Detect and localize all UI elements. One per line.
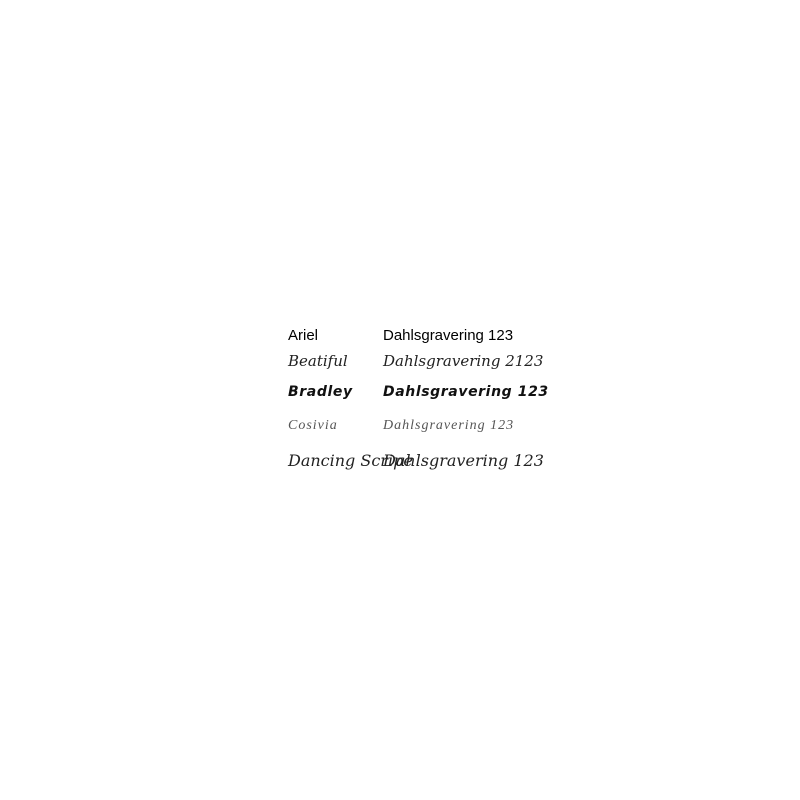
font-row-ariel[interactable] [288, 327, 549, 352]
font-name-label: Dancing Scripe [288, 451, 413, 470]
font-name-label: Beatiful [288, 352, 348, 370]
font-sample-text: Dahlsgravering 123 [383, 451, 544, 470]
font-row-dancing-scripe[interactable] [288, 451, 549, 473]
font-row-beatiful[interactable] [288, 352, 549, 384]
font-sample-text: Dahlsgravering 123 [383, 327, 514, 344]
font-preview-list [288, 327, 549, 473]
font-name-label: Cosivia [288, 418, 338, 433]
font-sample-text: Dahlsgravering 2123 [383, 352, 544, 370]
font-row-bradley[interactable] [288, 384, 549, 418]
font-sample-text: Dahlsgravering 123 [383, 384, 549, 400]
font-row-cosivia[interactable] [288, 418, 549, 451]
font-sample-text: Dahlsgravering 123 [383, 418, 515, 433]
font-name-label: Ariel [288, 327, 319, 344]
font-name-label: Bradley [288, 384, 353, 400]
